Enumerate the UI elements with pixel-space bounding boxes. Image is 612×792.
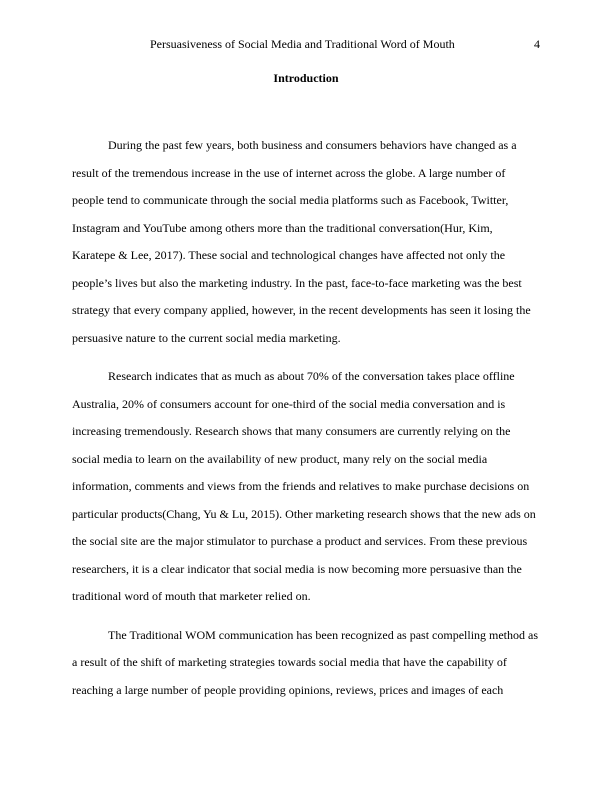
body-text <box>72 132 540 715</box>
paragraph-line: particular products(Chang, Yu & Lu, 2015). Other marketing research shows that the new ads on <box>72 506 536 521</box>
paragraph-line: The Traditional WOM communication has been recognized as past compelling method as <box>108 627 539 642</box>
page-number: 4 <box>534 37 540 51</box>
paragraph-line: reaching a large number of people providing opinions, reviews, prices and images of each <box>72 682 504 697</box>
paragraph-line: a result of the shift of marketing strategies towards social media that have the capability of <box>72 655 507 669</box>
paragraph-line: result of the tremendous increase in the use of internet across the globe. A large number of <box>72 165 506 180</box>
paragraph-line: researchers, it is a clear indicator that social media is now becoming more persuasive than the <box>72 561 522 576</box>
section-heading: Introduction <box>273 71 339 85</box>
paragraph-line: Research indicates that as much as about 70% of the conversation takes place offline <box>108 369 515 383</box>
paragraph-line: the social site are the major stimulator to purchase a product and services. From these previous <box>72 534 528 548</box>
paragraph-1 <box>72 132 540 352</box>
paragraph-line: strategy that every company applied, however, in the recent developments has seen it losing the <box>72 303 531 317</box>
paragraph-line: During the past few years, both business and consumers behaviors have changed as a <box>108 138 517 152</box>
paragraph-line: persuasive nature to the current social media marketing. <box>72 330 341 345</box>
paragraph-line: social media to learn on the availability of new product, many rely on the social media <box>72 451 488 466</box>
paragraph-3 <box>72 622 540 705</box>
paragraph-line: Australia, 20% of consumers account for one-third of the social media conversation and is <box>72 396 506 411</box>
paragraph-line: Karatepe & Lee, 2017). These social and technological changes have affected not only the <box>72 248 506 262</box>
paragraph-line: traditional word of mouth that marketer relied on. <box>72 589 311 603</box>
paragraph-line: people tend to communicate through the social media platforms such as Facebook, Twitter, <box>72 193 509 207</box>
running-head-title: Persuasiveness of Social Media and Traditional Word of Mouth <box>150 37 455 51</box>
paragraph-2 <box>72 363 540 611</box>
paragraph-line: Instagram and YouTube among others more than the traditional conversation(Hur, Kim, <box>72 220 493 235</box>
paragraph-line: increasing tremendously. Research shows that many consumers are currently relying on the <box>72 424 511 438</box>
paragraph-line: information, comments and views from the friends and relatives to make purchase decisions on <box>72 479 530 493</box>
paragraph-line: people’s lives but also the marketing industry. In the past, face-to-face marketing was the best <box>72 275 522 290</box>
running-head <box>72 36 540 52</box>
